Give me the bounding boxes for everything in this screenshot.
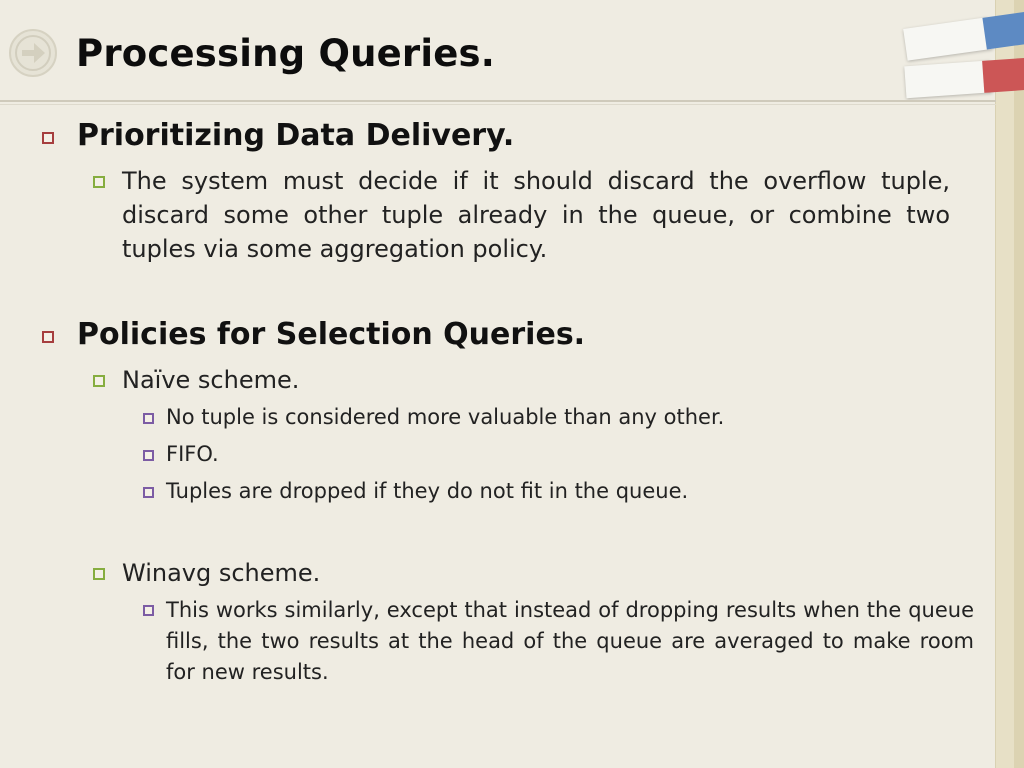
level3-bullet-icon xyxy=(143,605,154,616)
section-heading-policies: Policies for Selection Queries. xyxy=(77,317,586,352)
subbullet-winavg-description: This works similarly, except that instead of dropping results when the queue fills, the two results at the head of the queue are averaged to make room for new results. xyxy=(166,598,974,684)
subbullet-no-tuple-valuable: No tuple is considered more valuable than any other. xyxy=(166,405,725,429)
section-heading-prioritizing: Prioritizing Data Delivery. xyxy=(77,118,515,153)
level1-bullet-icon xyxy=(42,331,54,343)
right-edge-band-inner xyxy=(1014,0,1024,768)
level2-bullet-icon xyxy=(93,176,105,188)
level3-bullet-icon xyxy=(143,413,154,424)
subbullet-fifo: FIFO. xyxy=(166,442,219,466)
level3-bullet-icon xyxy=(143,487,154,498)
level3-bullet-icon xyxy=(143,450,154,461)
page-title: Processing Queries. xyxy=(76,32,496,75)
bullet-naive-scheme: Naïve scheme. xyxy=(122,366,300,394)
bullet-overflow-policy: The system must decide if it should discard the overflow tuple, discard some other tuple already in the queue, or combine two tuples via some aggregation policy. xyxy=(122,167,950,263)
bullet-winavg-scheme: Winavg scheme. xyxy=(122,559,321,587)
level1-bullet-icon xyxy=(42,132,54,144)
level2-bullet-icon xyxy=(93,375,105,387)
level2-bullet-icon xyxy=(93,568,105,580)
subbullet-tuples-dropped: Tuples are dropped if they do not fit in the queue. xyxy=(166,479,689,503)
